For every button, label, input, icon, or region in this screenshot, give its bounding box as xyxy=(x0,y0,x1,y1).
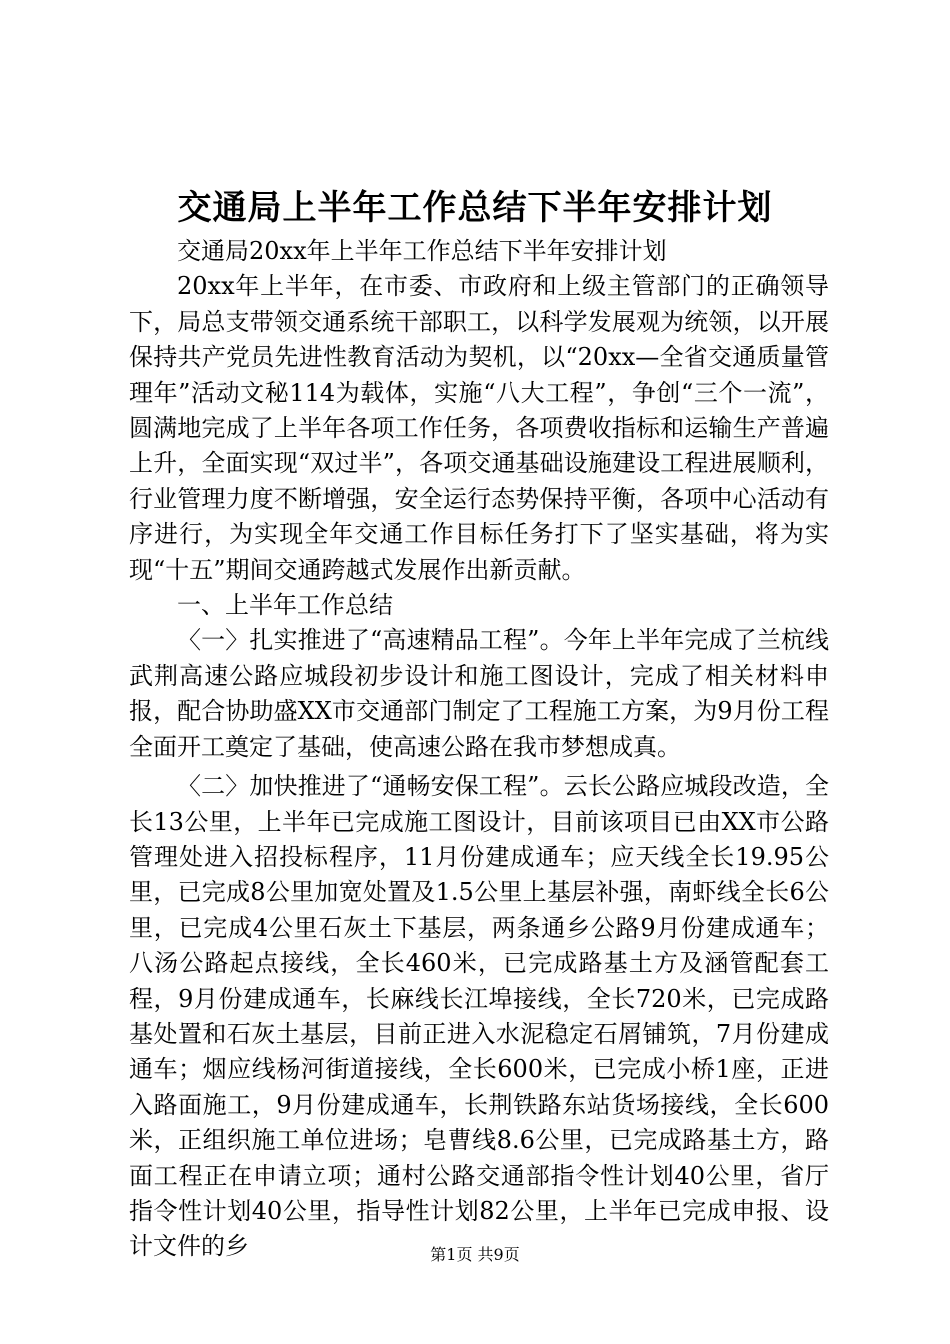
document-title: 交通局上半年工作总结下半年安排计划 xyxy=(177,188,773,228)
section-heading: 一、上半年工作总结 xyxy=(177,591,393,620)
paragraph-subtitle: 交通局20xx年上半年工作总结下半年安排计划 xyxy=(177,237,667,265)
paragraph-intro: 20xx年上半年，在市委、市政府和上级主管部门的正确领导下，局总支带领交通系统干部职工，以科学发展观为统领，以开展保持共产党员先进性教育活动为契机，以“20xx—全省交通质量管理年”活动文秘114为载体，实施“八大工程”，争创“三个一流”，圆满地完成了上半年各项工作任务，各项费收指标和运输生产普遍上升，全面实现“双过半”，各项交通基础设施建设工程进展顺利，行业管理力度不断增强，安全运行态势保持平衡，各项中心活动有序进行，为实现全年交通工作目标任务打下了坚实基础，将为实现“十五”期间交通跨越式发展作出新贡献。 xyxy=(129,272,829,584)
paragraph-item-1: 〈一〉扎实推进了“高速精品工程”。今年上半年完成了兰杭线武荆高速公路应城段初步设计和施工图设计，完成了相关材料申报，配合协助盛XX市交通部门制定了工程施工方案，为9月份工程全面开工奠定了基础，使高速公路在我市梦想成真。 xyxy=(129,626,829,761)
paragraph-item-2: 〈二〉加快推进了“通畅安保工程”。云长公路应城段改造，全长13公里，上半年已完成施工图设计，目前该项目已由XX市公路管理处进入招投标程序，11月份建成通车；应天线全长19.95公里，已完成8公里加宽处置及1.5公里上基层补强，南虾线全长6公里，已完成4公里石灰土下基层，两条通乡公路9月份建成通车；八汤公路起点接线，全长460米，已完成路基土方及涵管配套工程，9月份建成通车，长麻线长江埠接线，全长720米，已完成路基处置和石灰土基层，目前正进入水泥稳定石屑铺筑，7月份建成通车；烟应线杨河街道接线，全长600米，已完成小桥1座，正进入路面施工，9月份建成通车，长荆铁路东站货场接线，全长600米，正组织施工单位进场；皂曹线8.6公里，已完成路基土方，路面工程正在申请立项；通村公路交通部指令性计划40公里，省厅指令性计划40公里，指导性计划82公里，上半年已完成申报、设计文件的乡 xyxy=(129,772,829,1261)
document-body xyxy=(129,234,829,1265)
page-footer: 第1页 共9页 xyxy=(430,1245,520,1264)
